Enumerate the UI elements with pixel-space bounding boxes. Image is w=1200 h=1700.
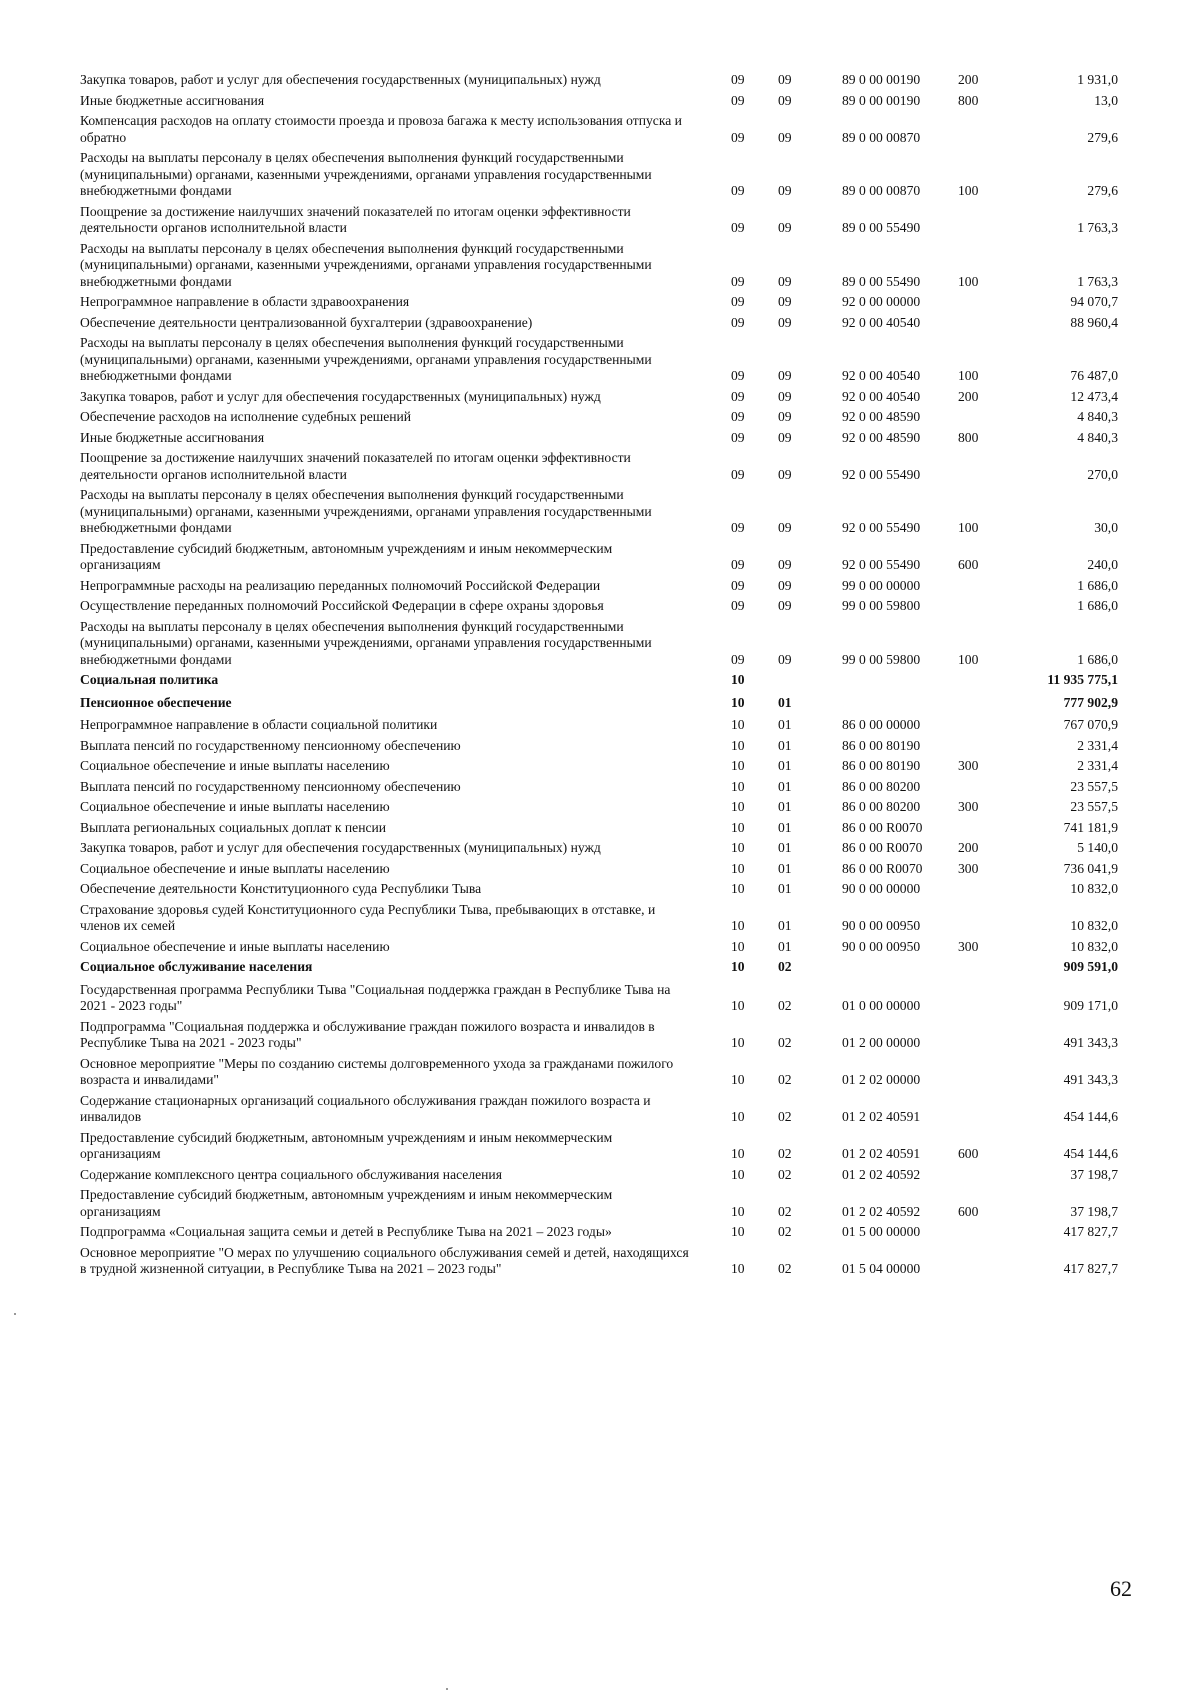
row-pr: 09: [778, 294, 792, 309]
row-csr: 90 0 00 00000: [842, 881, 921, 896]
table-row: [80, 315, 1140, 336]
row-sum: 491 343,3: [1063, 1072, 1118, 1087]
row-vr: 300: [958, 938, 979, 954]
row-csr: 01 2 02 00000: [842, 1072, 921, 1087]
row-pr: 02: [778, 1109, 792, 1124]
row-vr: 600: [958, 1203, 979, 1219]
row-rz: 09: [731, 220, 745, 235]
row-sum: 454 144,6: [1063, 1109, 1118, 1124]
page-number: 62: [1110, 1576, 1132, 1601]
row-vr: 100: [958, 368, 979, 383]
row-name: Содержание стационарных организаций социального обслуживания граждан пожилого возраста и инвалидов: [80, 1092, 651, 1124]
row-sum: 417 827,7: [1063, 1261, 1118, 1276]
row-pr: 02: [778, 1072, 792, 1087]
table-row: [80, 820, 1140, 841]
row-name: Непрограммное направление в области социальной политики: [80, 717, 438, 732]
row-pr: 02: [778, 1146, 792, 1161]
section-row: [80, 959, 1140, 982]
row-sum: 76 487,0: [1070, 368, 1118, 383]
row-csr: 01 5 00 00000: [842, 1224, 921, 1239]
scan-speck: [14, 1313, 16, 1315]
row-rz: 09: [731, 557, 745, 572]
table-row: [80, 294, 1140, 315]
row-name: Пенсионное обеспечение: [80, 694, 232, 710]
row-rz: 10: [731, 819, 745, 835]
row-name: Основное мероприятие "О мерах по улучшению социального обслуживания семей и детей, находящихся в трудной жизненной ситуации, в Республике Тыва на 2021 – 2023 годы": [80, 1244, 689, 1276]
row-pr: 09: [778, 368, 792, 383]
row-pr: 09: [778, 273, 792, 289]
row-sum: 11 935 775,1: [1047, 672, 1118, 687]
row-csr: 86 0 00 R0070: [842, 819, 923, 835]
row-csr: 89 0 00 00870: [842, 129, 921, 145]
row-name: Подпрограмма «Социальная защита семьи и детей в Республике Тыва на 2021 – 2023 годы»: [80, 1224, 612, 1239]
table-row: [80, 1019, 1140, 1056]
row-sum: 270,0: [1087, 466, 1118, 482]
row-sum: 94 070,7: [1070, 294, 1118, 309]
row-rz: 10: [731, 860, 745, 876]
row-sum: 10 832,0: [1070, 881, 1118, 896]
row-sum: 5 140,0: [1077, 840, 1118, 855]
row-vr: 100: [958, 273, 979, 289]
table-row: [80, 902, 1140, 939]
row-name: Предоставление субсидий бюджетным, автономным учреждениям и иным некоммерческим организациям: [80, 540, 613, 572]
row-rz: 10: [731, 1109, 745, 1124]
row-name: Поощрение за достижение наилучших значений показателей по итогам оценки эффективности деятельности органов исполнительной власти: [80, 450, 631, 482]
table-row: [80, 1245, 1140, 1282]
row-name: Расходы на выплаты персоналу в целях обеспечения выполнения функций государственными (муниципальными) органами, казенными учреждениями, органами управления государственными внебюджетными фондами: [80, 240, 652, 289]
row-sum: 10 832,0: [1070, 918, 1118, 933]
row-csr: 92 0 00 48590: [842, 429, 921, 445]
row-name: Поощрение за достижение наилучших значений показателей по итогам оценки эффективности деятельности органов исполнительной власти: [80, 203, 631, 235]
row-rz: 09: [731, 92, 745, 108]
row-sum: 1 931,0: [1077, 72, 1118, 87]
row-pr: 01: [778, 758, 792, 773]
row-rz: 10: [731, 778, 745, 794]
row-csr: 99 0 00 59800: [842, 651, 921, 667]
row-pr: 02: [778, 1261, 792, 1276]
row-name: Страхование здоровья судей Конституционного суда Республики Тыва, пребывающих в отставке, и членов их семей: [80, 901, 656, 933]
row-sum: 37 198,7: [1070, 1166, 1118, 1182]
row-rz: 10: [731, 737, 745, 753]
table-row: [80, 409, 1140, 430]
row-csr: 92 0 00 48590: [842, 409, 921, 424]
table-row: [80, 541, 1140, 578]
row-sum: 1 686,0: [1077, 598, 1118, 613]
row-pr: 09: [778, 92, 792, 108]
row-rz: 10: [731, 758, 745, 773]
row-rz: 09: [731, 72, 745, 87]
row-csr: 92 0 00 40540: [842, 368, 921, 383]
table-row: [80, 982, 1140, 1019]
row-name: Обеспечение деятельности Конституционного суда Республики Тыва: [80, 881, 482, 896]
row-name: Непрограммные расходы на реализацию переданных полномочий Российской Федерации: [80, 577, 601, 593]
table-row: [80, 204, 1140, 241]
row-csr: 99 0 00 00000: [842, 577, 921, 593]
row-sum: 454 144,6: [1063, 1146, 1118, 1161]
row-name: Социальное обеспечение и иные выплаты населению: [80, 758, 390, 773]
row-pr: 01: [778, 860, 792, 876]
row-name: Закупка товаров, работ и услуг для обеспечения государственных (муниципальных) нужд: [80, 388, 601, 404]
row-sum: 417 827,7: [1063, 1224, 1118, 1239]
row-name: Предоставление субсидий бюджетным, автономным учреждениям и иным некоммерческим организациям: [80, 1187, 613, 1219]
table-row: [80, 861, 1140, 882]
row-csr: 92 0 00 00000: [842, 294, 921, 309]
table-row: [80, 939, 1140, 960]
row-vr: 100: [958, 520, 979, 535]
row-csr: 89 0 00 00870: [842, 183, 921, 198]
table-row: [80, 450, 1140, 487]
row-sum: 736 041,9: [1063, 860, 1118, 876]
row-csr: 01 2 02 40591: [842, 1109, 921, 1124]
row-rz: 09: [731, 368, 745, 383]
row-name: Расходы на выплаты персоналу в целях обеспечения выполнения функций государственными (муниципальными) органами, казенными учреждениями, органами управления государственными внебюджетными фондами: [80, 150, 652, 198]
table-row: [80, 881, 1140, 902]
row-rz: 09: [731, 388, 745, 404]
row-rz: 09: [731, 409, 745, 424]
row-name: Закупка товаров, работ и услуг для обеспечения государственных (муниципальных) нужд: [80, 840, 601, 855]
row-vr: 800: [958, 92, 979, 108]
row-pr: 01: [778, 778, 792, 794]
row-sum: 1 763,3: [1077, 220, 1118, 235]
row-sum: 491 343,3: [1063, 1035, 1118, 1050]
row-rz: 10: [731, 1203, 745, 1219]
table-row: [80, 779, 1140, 800]
row-pr: 09: [778, 72, 792, 87]
row-name: Осуществление переданных полномочий Российской Федерации в сфере охраны здоровья: [80, 598, 604, 613]
row-csr: 90 0 00 00950: [842, 938, 921, 954]
row-name: Государственная программа Республики Тыва "Социальная поддержка граждан в Республике Тыва на 2021 - 2023 годы": [80, 981, 671, 1013]
row-csr: 99 0 00 59800: [842, 598, 921, 613]
row-name: Социальное обеспечение и иные выплаты населению: [80, 938, 390, 954]
section-row: [80, 695, 1140, 718]
table-row: [80, 598, 1140, 619]
row-rz: 10: [731, 881, 745, 896]
row-name: Компенсация расходов на оплату стоимости проезда и провоза багажа к месту использования отпуска и обратно: [80, 113, 682, 145]
row-sum: 12 473,4: [1070, 388, 1118, 404]
row-name: Выплата пенсий по государственному пенсионному обеспечению: [80, 737, 461, 753]
table-row: [80, 113, 1140, 150]
row-pr: 01: [778, 819, 792, 835]
row-csr: 90 0 00 00950: [842, 918, 921, 933]
row-csr: 92 0 00 40540: [842, 314, 921, 330]
row-csr: 89 0 00 55490: [842, 220, 921, 235]
row-csr: 92 0 00 40540: [842, 388, 921, 404]
row-rz: 09: [731, 429, 745, 445]
row-pr: 01: [778, 799, 792, 814]
row-sum: 741 181,9: [1063, 819, 1118, 835]
row-csr: 01 5 04 00000: [842, 1261, 921, 1276]
row-rz: 10: [731, 672, 745, 687]
table-row: [80, 619, 1140, 673]
row-csr: 86 0 00 R0070: [842, 860, 923, 876]
row-rz: 10: [731, 998, 745, 1013]
row-rz: 10: [731, 840, 745, 855]
row-name: Непрограммное направление в области здравоохранения: [80, 294, 410, 309]
row-sum: 767 070,9: [1063, 717, 1118, 732]
row-sum: 88 960,4: [1070, 314, 1118, 330]
row-name: Закупка товаров, работ и услуг для обеспечения государственных (муниципальных) нужд: [80, 72, 601, 87]
row-rz: 10: [731, 959, 745, 974]
row-name: Иные бюджетные ассигнования: [80, 429, 265, 445]
table-row: [80, 1130, 1140, 1167]
row-rz: 10: [731, 1166, 745, 1182]
row-name: Расходы на выплаты персоналу в целях обеспечения выполнения функций государственными (муниципальными) органами, казенными учреждениями, органами управления государственными внебюджетными фондами: [80, 487, 652, 535]
table-row: [80, 241, 1140, 295]
row-sum: 4 840,3: [1077, 429, 1118, 445]
row-pr: 01: [778, 938, 792, 954]
row-csr: 01 2 02 40592: [842, 1166, 921, 1182]
row-sum: 1 686,0: [1077, 577, 1118, 593]
row-sum: 23 557,5: [1070, 799, 1118, 814]
row-pr: 09: [778, 429, 792, 445]
row-sum: 1 686,0: [1077, 651, 1118, 667]
row-csr: 01 2 00 00000: [842, 1035, 921, 1050]
row-sum: 240,0: [1087, 557, 1118, 572]
row-csr: 86 0 00 R0070: [842, 840, 923, 855]
row-rz: 09: [731, 598, 745, 613]
table-row: [80, 717, 1140, 738]
row-name: Социальное обеспечение и иные выплаты населению: [80, 860, 390, 876]
row-pr: 01: [778, 737, 792, 753]
row-name: Расходы на выплаты персоналу в целях обеспечения выполнения функций государственными (муниципальными) органами, казенными учреждениями, органами управления государственными внебюджетными фондами: [80, 618, 652, 667]
table-row: [80, 1224, 1140, 1245]
row-sum: 2 331,4: [1077, 737, 1118, 753]
row-rz: 09: [731, 294, 745, 309]
row-pr: 09: [778, 520, 792, 535]
row-csr: 86 0 00 80200: [842, 778, 921, 794]
table-row: [80, 487, 1140, 541]
table-row: [80, 738, 1140, 759]
row-pr: 02: [778, 1203, 792, 1219]
row-csr: 92 0 00 55490: [842, 557, 921, 572]
row-csr: 86 0 00 00000: [842, 717, 921, 732]
row-csr: 92 0 00 55490: [842, 520, 921, 535]
row-vr: 600: [958, 1146, 979, 1161]
row-pr: 02: [778, 1035, 792, 1050]
table-row: [80, 335, 1140, 389]
row-name: Обеспечение расходов на исполнение судебных решений: [80, 409, 412, 424]
row-pr: 09: [778, 598, 792, 613]
row-csr: 92 0 00 55490: [842, 466, 921, 482]
row-csr: 89 0 00 55490: [842, 273, 921, 289]
row-csr: 01 0 00 00000: [842, 998, 921, 1013]
row-sum: 279,6: [1087, 183, 1118, 198]
row-vr: 100: [958, 651, 979, 667]
row-rz: 10: [731, 938, 745, 954]
row-name: Социальная политика: [80, 672, 219, 687]
row-rz: 10: [731, 694, 745, 710]
section-row: [80, 672, 1140, 695]
row-pr: 09: [778, 557, 792, 572]
row-sum: 30,0: [1094, 520, 1118, 535]
row-vr: 600: [958, 557, 979, 572]
row-sum: 279,6: [1087, 129, 1118, 145]
row-name: Иные бюджетные ассигнования: [80, 92, 265, 108]
row-vr: 300: [958, 799, 979, 814]
table-row: [80, 93, 1140, 114]
table-row: [80, 72, 1140, 93]
row-csr: 86 0 00 80190: [842, 758, 921, 773]
row-name: Социальное обеспечение и иные выплаты населению: [80, 799, 390, 814]
row-rz: 10: [731, 1261, 745, 1276]
row-pr: 01: [778, 881, 792, 896]
row-name: Расходы на выплаты персоналу в целях обеспечения выполнения функций государственными (муниципальными) органами, казенными учреждениями, органами управления государственными внебюджетными фондами: [80, 335, 652, 383]
row-pr: 09: [778, 577, 792, 593]
row-sum: 2 331,4: [1077, 758, 1118, 773]
row-sum: 909 171,0: [1063, 998, 1118, 1013]
row-pr: 09: [778, 409, 792, 424]
row-pr: 02: [778, 1166, 792, 1182]
row-pr: 01: [778, 694, 792, 710]
row-rz: 10: [731, 1035, 745, 1050]
row-rz: 09: [731, 520, 745, 535]
row-rz: 10: [731, 717, 745, 732]
row-vr: 300: [958, 758, 979, 773]
row-name: Подпрограмма "Социальная поддержка и обслуживание граждан пожилого возраста и инвалидов в Республике Тыва на 2021 - 2023 годы": [80, 1018, 655, 1050]
row-name: Основное мероприятие "Меры по созданию системы долговременного ухода за гражданами пожилого возраста и инвалидами": [80, 1055, 674, 1087]
row-sum: 13,0: [1094, 92, 1118, 108]
table-row: [80, 389, 1140, 410]
row-csr: 89 0 00 00190: [842, 72, 921, 87]
row-rz: 09: [731, 314, 745, 330]
row-rz: 10: [731, 1224, 745, 1239]
table-row: [80, 1093, 1140, 1130]
row-pr: 02: [778, 959, 792, 974]
row-vr: 300: [958, 860, 979, 876]
row-pr: 02: [778, 1224, 792, 1239]
row-rz: 09: [731, 129, 745, 145]
row-rz: 10: [731, 1072, 745, 1087]
row-csr: 86 0 00 80200: [842, 799, 921, 814]
table-row: [80, 840, 1140, 861]
row-sum: 10 832,0: [1070, 938, 1118, 954]
row-rz: 10: [731, 1146, 745, 1161]
row-pr: 09: [778, 183, 792, 198]
row-pr: 09: [778, 466, 792, 482]
table-row: [80, 430, 1140, 451]
row-csr: 89 0 00 00190: [842, 92, 921, 108]
table-row: [80, 1187, 1140, 1224]
row-csr: 01 2 02 40592: [842, 1203, 921, 1219]
row-name: Содержание комплексного центра социального обслуживания населения: [80, 1166, 502, 1182]
budget-table: [80, 72, 1140, 1282]
row-pr: 09: [778, 388, 792, 404]
row-rz: 10: [731, 918, 745, 933]
row-pr: 01: [778, 918, 792, 933]
row-csr: 01 2 02 40591: [842, 1146, 921, 1161]
table-row: [80, 1167, 1140, 1188]
row-sum: 37 198,7: [1070, 1203, 1118, 1219]
row-name: Обеспечение деятельности централизованной бухгалтерии (здравоохранение): [80, 314, 533, 330]
row-rz: 09: [731, 466, 745, 482]
row-pr: 02: [778, 998, 792, 1013]
scan-speck: [446, 1688, 448, 1690]
row-pr: 09: [778, 220, 792, 235]
row-pr: 01: [778, 840, 792, 855]
row-pr: 09: [778, 129, 792, 145]
row-sum: 23 557,5: [1070, 778, 1118, 794]
table-row: [80, 758, 1140, 779]
row-sum: 4 840,3: [1077, 409, 1118, 424]
row-rz: 09: [731, 273, 745, 289]
row-rz: 10: [731, 799, 745, 814]
row-vr: 800: [958, 429, 979, 445]
row-name: Предоставление субсидий бюджетным, автономным учреждениям и иным некоммерческим организациям: [80, 1129, 613, 1161]
row-pr: 01: [778, 717, 792, 732]
table-row: [80, 799, 1140, 820]
row-pr: 09: [778, 651, 792, 667]
row-rz: 09: [731, 183, 745, 198]
row-vr: 200: [958, 388, 979, 404]
row-vr: 200: [958, 72, 979, 87]
table-row: [80, 150, 1140, 204]
row-sum: 909 591,0: [1063, 959, 1118, 974]
table-row: [80, 1056, 1140, 1093]
row-rz: 09: [731, 577, 745, 593]
row-vr: 200: [958, 840, 979, 855]
row-pr: 09: [778, 314, 792, 330]
row-name: Социальное обслуживание населения: [80, 959, 313, 974]
row-vr: 100: [958, 183, 979, 198]
row-csr: 86 0 00 80190: [842, 737, 921, 753]
row-rz: 09: [731, 651, 745, 667]
row-sum: 777 902,9: [1063, 694, 1118, 710]
row-name: Выплата региональных социальных доплат к пенсии: [80, 819, 387, 835]
row-name: Выплата пенсий по государственному пенсионному обеспечению: [80, 778, 461, 794]
row-sum: 1 763,3: [1077, 273, 1118, 289]
table-row: [80, 578, 1140, 599]
